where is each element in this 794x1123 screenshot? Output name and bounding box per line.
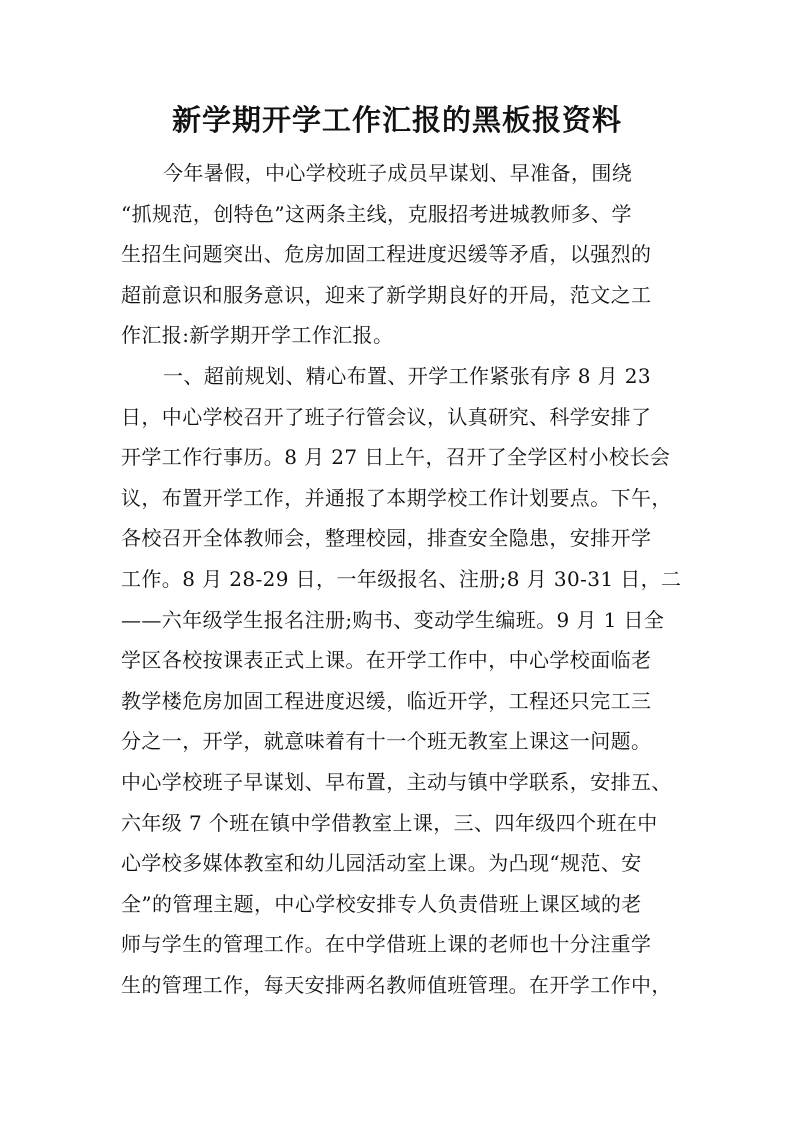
document-title: 新学期开学工作汇报的黑板报资料	[171, 103, 622, 137]
text-line: 学区各校按课表正式上课。在开学工作中，中心学校面临老	[121, 648, 652, 673]
text-line: ——六年级学生报名注册;购书、变动学生编班。9 月 1 日全	[121, 607, 665, 632]
text-line: 生招生问题突出、危房加固工程进度迟缓等矛盾，以强烈的	[121, 242, 652, 267]
text-line: 生的管理工作，每天安排两名教师值班管理。在开学工作中，	[121, 972, 672, 997]
paragraph-section-one	[121, 356, 687, 1006]
paragraph-intro	[121, 153, 687, 356]
text-line: 师与学生的管理工作。在中学借班上课的老师也十分注重学	[121, 932, 652, 957]
text-line: 六年级 7 个班在镇中学借教室上课，三、四年级四个班在中	[121, 810, 658, 835]
text-line: 各校召开全体教师会，整理校园，排查安全隐患，安排开学	[121, 526, 652, 551]
text-line: 议，布置开学工作，并通报了本期学校工作计划要点。下午，	[121, 485, 672, 510]
text-line: 教学楼危房加固工程进度迟缓，临近开学，工程还只完工三	[121, 688, 652, 713]
text-line: 工作。8 月 28-29 日，一年级报名、注册;8 月 30-31 日，二	[121, 566, 682, 591]
text-line: 作汇报:新学期开学工作汇报。	[121, 323, 394, 348]
text-line: “抓规范，创特色”这两条主线，克服招考进城教师多、学	[121, 201, 632, 226]
text-line: 超前意识和服务意识，迎来了新学期良好的开局，范文之工	[121, 282, 652, 307]
text-line: 分之一，开学，就意味着有十一个班无教室上课这一问题。	[121, 729, 652, 754]
text-line: 开学工作行事历。8 月 27 日上午，召开了全学区村小校长会	[121, 445, 671, 470]
text-line: 一、超前规划、精心布置、开学工作紧张有序 8 月 23	[163, 363, 652, 388]
text-line: 日，中心学校召开了班子行管会议，认真研究、科学安排了	[121, 404, 652, 429]
text-line: 中心学校班子早谋划、早布置，主动与镇中学联系，安排五、	[121, 769, 672, 794]
text-line: 今年暑假，中心学校班子成员早谋划、早准备，围绕	[163, 161, 633, 185]
document-body	[121, 153, 687, 1005]
text-line: 心学校多媒体教室和幼儿园活动室上课。为凸现“规范、安	[121, 851, 642, 876]
text-line: 全”的管理主题，中心学校安排专人负责借班上课区域的老	[121, 891, 642, 916]
